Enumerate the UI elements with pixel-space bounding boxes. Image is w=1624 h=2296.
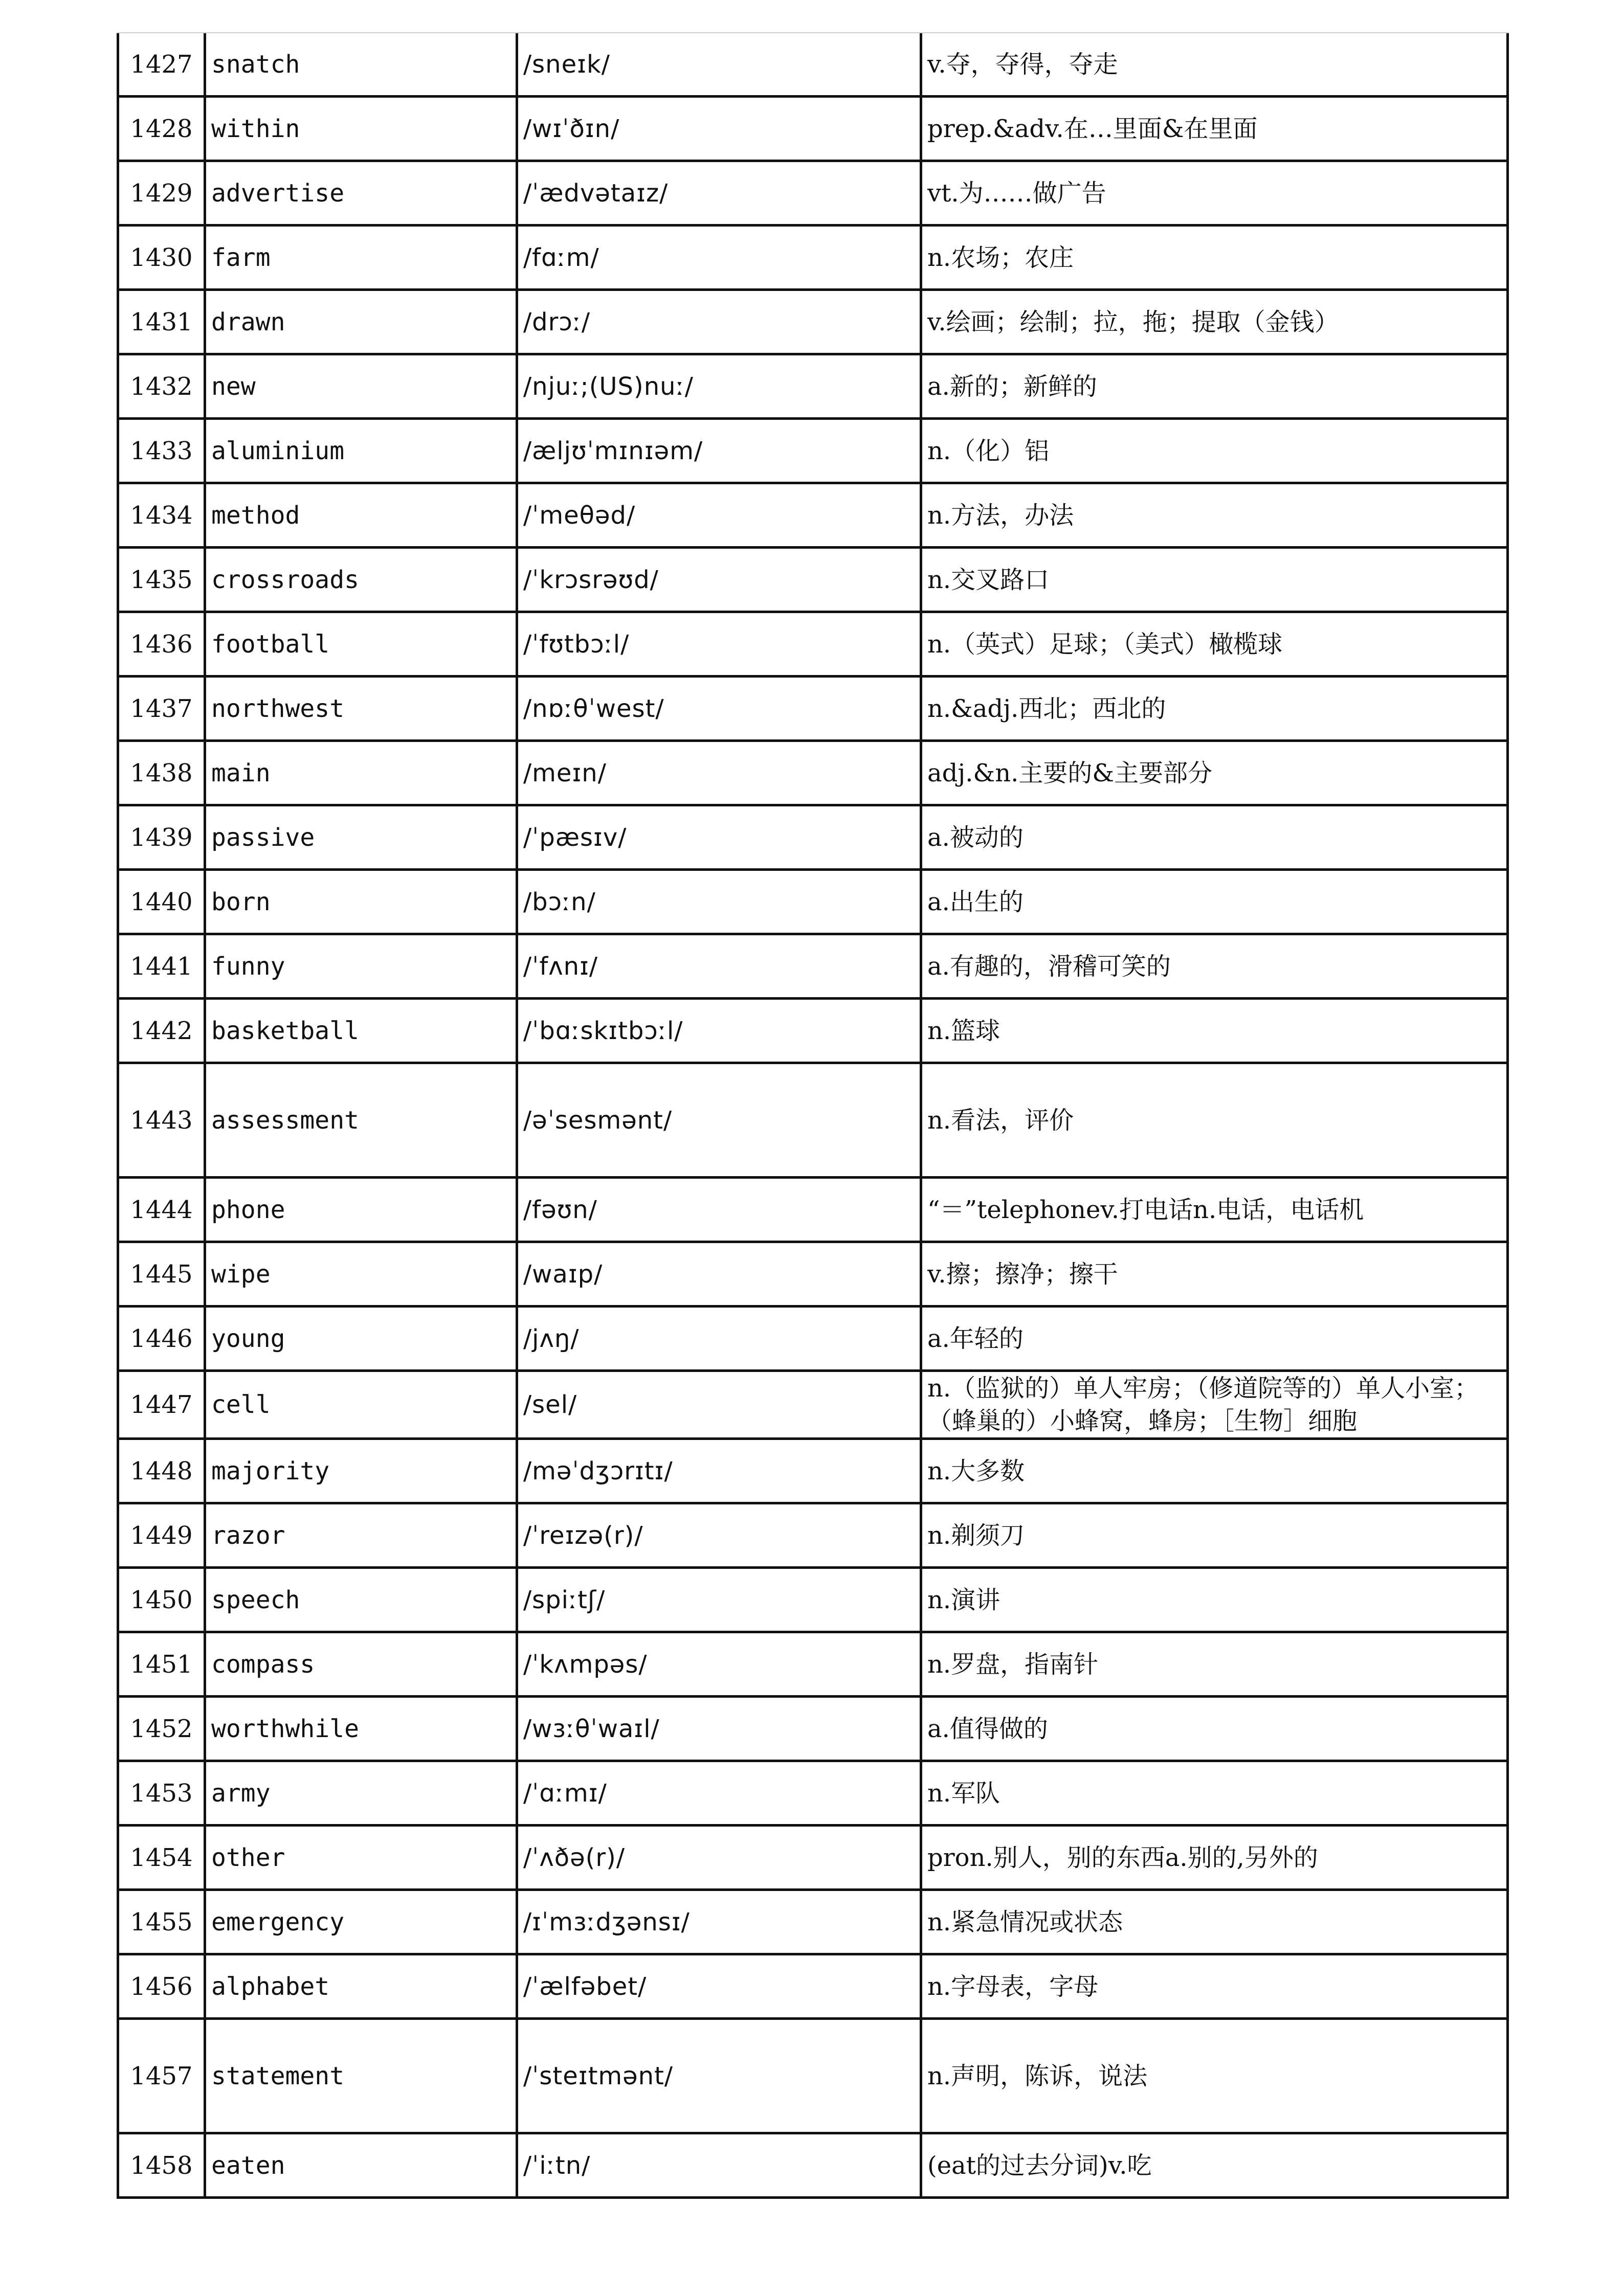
entry-word: emergency <box>205 1890 517 1954</box>
entry-number: 1445 <box>118 1242 205 1307</box>
entry-word: new <box>205 354 517 419</box>
entry-definition: a.出生的 <box>921 870 1508 934</box>
entry-number: 1458 <box>118 2133 205 2198</box>
table-row <box>118 33 1508 97</box>
entry-phonetic: /ˈmeθəd/ <box>517 483 921 548</box>
entry-phonetic: /sel/ <box>517 1371 921 1439</box>
entry-definition: n.交叉路口 <box>921 548 1508 612</box>
entry-number: 1440 <box>118 870 205 934</box>
entry-definition: n.紧急情况或状态 <box>921 1890 1508 1954</box>
entry-definition: “＝”telephonev.打电话n.电话，电话机 <box>921 1178 1508 1242</box>
entry-number: 1444 <box>118 1178 205 1242</box>
table-row <box>118 1371 1508 1439</box>
entry-number: 1434 <box>118 483 205 548</box>
entry-word: wipe <box>205 1242 517 1307</box>
entry-definition: a.年轻的 <box>921 1307 1508 1371</box>
entry-definition: n.&adj.西北；西北的 <box>921 677 1508 741</box>
entry-phonetic: /ˈpæsɪv/ <box>517 805 921 870</box>
entry-phonetic: /ˈiːtn/ <box>517 2133 921 2198</box>
entry-number: 1455 <box>118 1890 205 1954</box>
table-row <box>118 1954 1508 2019</box>
entry-word: assessment <box>205 1063 517 1178</box>
entry-word: majority <box>205 1439 517 1503</box>
entry-number: 1454 <box>118 1826 205 1890</box>
entry-definition: n.农场；农庄 <box>921 226 1508 290</box>
table-row <box>118 1439 1508 1503</box>
entry-definition: n.（化）铝 <box>921 419 1508 483</box>
table-row <box>118 1761 1508 1826</box>
entry-word: compass <box>205 1632 517 1697</box>
entry-phonetic: /sneɪk/ <box>517 33 921 97</box>
entry-phonetic: /drɔː/ <box>517 290 921 354</box>
vocabulary-table-body <box>118 33 1508 2198</box>
table-row <box>118 805 1508 870</box>
entry-word: passive <box>205 805 517 870</box>
table-row <box>118 1697 1508 1761</box>
table-row <box>118 354 1508 419</box>
entry-definition: n.演讲 <box>921 1568 1508 1632</box>
entry-phonetic: /məˈdʒɔrɪtɪ/ <box>517 1439 921 1503</box>
entry-definition: a.新的；新鲜的 <box>921 354 1508 419</box>
table-row <box>118 1826 1508 1890</box>
table-row <box>118 677 1508 741</box>
entry-definition: n.看法，评价 <box>921 1063 1508 1178</box>
entry-phonetic: /jʌŋ/ <box>517 1307 921 1371</box>
table-row <box>118 161 1508 226</box>
entry-word: speech <box>205 1568 517 1632</box>
entry-definition: n.字母表，字母 <box>921 1954 1508 2019</box>
entry-phonetic: /ˈfʌnɪ/ <box>517 934 921 999</box>
entry-definition: n.（英式）足球；（美式）橄榄球 <box>921 612 1508 677</box>
table-row <box>118 1503 1508 1568</box>
entry-number: 1432 <box>118 354 205 419</box>
entry-phonetic: /æljʊˈmɪnɪəm/ <box>517 419 921 483</box>
entry-phonetic: /fɑːm/ <box>517 226 921 290</box>
table-row <box>118 1242 1508 1307</box>
entry-word: razor <box>205 1503 517 1568</box>
entry-phonetic: /ˈbɑːskɪtbɔːl/ <box>517 999 921 1063</box>
table-row <box>118 612 1508 677</box>
entry-phonetic: /wɪˈðɪn/ <box>517 97 921 161</box>
entry-definition: v.绘画；绘制；拉，拖；提取（金钱） <box>921 290 1508 354</box>
entry-number: 1449 <box>118 1503 205 1568</box>
entry-phonetic: /ˈɑːmɪ/ <box>517 1761 921 1826</box>
entry-word: cell <box>205 1371 517 1439</box>
entry-phonetic: /waɪp/ <box>517 1242 921 1307</box>
entry-word: eaten <box>205 2133 517 2198</box>
entry-phonetic: /ˈædvətaɪz/ <box>517 161 921 226</box>
table-row <box>118 1568 1508 1632</box>
vocabulary-table <box>117 33 1509 2199</box>
entry-definition: n.军队 <box>921 1761 1508 1826</box>
entry-word: statement <box>205 2019 517 2133</box>
entry-phonetic: /wɜːθˈwaɪl/ <box>517 1697 921 1761</box>
entry-definition: n.声明，陈诉，说法 <box>921 2019 1508 2133</box>
table-row <box>118 2019 1508 2133</box>
entry-word: young <box>205 1307 517 1371</box>
entry-phonetic: /ɪˈmɜːdʒənsɪ/ <box>517 1890 921 1954</box>
entry-word: method <box>205 483 517 548</box>
vocabulary-sheet <box>117 32 1509 2199</box>
entry-phonetic: /bɔːn/ <box>517 870 921 934</box>
entry-number: 1438 <box>118 741 205 805</box>
entry-word: funny <box>205 934 517 999</box>
table-row <box>118 934 1508 999</box>
entry-phonetic: /meɪn/ <box>517 741 921 805</box>
table-row <box>118 741 1508 805</box>
entry-definition: a.被动的 <box>921 805 1508 870</box>
entry-number: 1442 <box>118 999 205 1063</box>
entry-number: 1451 <box>118 1632 205 1697</box>
entry-number: 1452 <box>118 1697 205 1761</box>
entry-definition: a.有趣的，滑稽可笑的 <box>921 934 1508 999</box>
entry-phonetic: /ˈsteɪtmənt/ <box>517 2019 921 2133</box>
table-row <box>118 1063 1508 1178</box>
entry-word: phone <box>205 1178 517 1242</box>
entry-number: 1437 <box>118 677 205 741</box>
entry-number: 1429 <box>118 161 205 226</box>
entry-number: 1456 <box>118 1954 205 2019</box>
table-row <box>118 97 1508 161</box>
table-row <box>118 999 1508 1063</box>
table-row <box>118 419 1508 483</box>
entry-number: 1431 <box>118 290 205 354</box>
table-row <box>118 2133 1508 2198</box>
table-row <box>118 290 1508 354</box>
entry-definition: n.篮球 <box>921 999 1508 1063</box>
entry-number: 1436 <box>118 612 205 677</box>
entry-number: 1439 <box>118 805 205 870</box>
entry-number: 1430 <box>118 226 205 290</box>
entry-word: alphabet <box>205 1954 517 2019</box>
entry-definition: v.擦；擦净；擦干 <box>921 1242 1508 1307</box>
entry-word: basketball <box>205 999 517 1063</box>
entry-word: army <box>205 1761 517 1826</box>
entry-word: main <box>205 741 517 805</box>
entry-word: snatch <box>205 33 517 97</box>
entry-word: aluminium <box>205 419 517 483</box>
table-row <box>118 548 1508 612</box>
entry-number: 1435 <box>118 548 205 612</box>
entry-number: 1428 <box>118 97 205 161</box>
entry-phonetic: /əˈsesmənt/ <box>517 1063 921 1178</box>
entry-definition: n.（监狱的）单人牢房；（修道院等的）单人小室；（蜂巢的）小蜂窝，蜂房；［生物］细胞 <box>921 1371 1508 1439</box>
entry-phonetic: /ˈælfəbet/ <box>517 1954 921 2019</box>
entry-word: crossroads <box>205 548 517 612</box>
entry-number: 1433 <box>118 419 205 483</box>
entry-phonetic: /fəʊn/ <box>517 1178 921 1242</box>
table-row <box>118 226 1508 290</box>
entry-word: football <box>205 612 517 677</box>
entry-definition: n.大多数 <box>921 1439 1508 1503</box>
entry-number: 1448 <box>118 1439 205 1503</box>
table-row <box>118 1890 1508 1954</box>
entry-word: drawn <box>205 290 517 354</box>
entry-definition: n.罗盘，指南针 <box>921 1632 1508 1697</box>
entry-definition: prep.&adv.在…里面&在里面 <box>921 97 1508 161</box>
entry-word: worthwhile <box>205 1697 517 1761</box>
entry-word: other <box>205 1826 517 1890</box>
entry-word: advertise <box>205 161 517 226</box>
entry-definition: v.夺，夺得，夺走 <box>921 33 1508 97</box>
entry-word: within <box>205 97 517 161</box>
entry-word: northwest <box>205 677 517 741</box>
table-row <box>118 483 1508 548</box>
entry-definition: a.值得做的 <box>921 1697 1508 1761</box>
entry-definition: (eat的过去分词)v.吃 <box>921 2133 1508 2198</box>
entry-number: 1427 <box>118 33 205 97</box>
entry-phonetic: /njuː;(US)nuː/ <box>517 354 921 419</box>
entry-number: 1447 <box>118 1371 205 1439</box>
table-row <box>118 870 1508 934</box>
entry-phonetic: /ˈʌðə(r)/ <box>517 1826 921 1890</box>
entry-definition: vt.为……做广告 <box>921 161 1508 226</box>
entry-definition: n.方法，办法 <box>921 483 1508 548</box>
entry-phonetic: /spiːtʃ/ <box>517 1568 921 1632</box>
entry-number: 1450 <box>118 1568 205 1632</box>
entry-phonetic: /ˈreɪzə(r)/ <box>517 1503 921 1568</box>
entry-phonetic: /nɒːθˈwest/ <box>517 677 921 741</box>
entry-number: 1446 <box>118 1307 205 1371</box>
entry-number: 1441 <box>118 934 205 999</box>
entry-definition: n.剃须刀 <box>921 1503 1508 1568</box>
table-row <box>118 1307 1508 1371</box>
table-row <box>118 1178 1508 1242</box>
entry-definition: pron.别人，别的东西a.别的,另外的 <box>921 1826 1508 1890</box>
entry-word: born <box>205 870 517 934</box>
entry-word: farm <box>205 226 517 290</box>
entry-phonetic: /ˈkʌmpəs/ <box>517 1632 921 1697</box>
entry-definition: adj.&n.主要的&主要部分 <box>921 741 1508 805</box>
entry-number: 1443 <box>118 1063 205 1178</box>
entry-number: 1457 <box>118 2019 205 2133</box>
entry-number: 1453 <box>118 1761 205 1826</box>
entry-phonetic: /ˈfʊtbɔːl/ <box>517 612 921 677</box>
entry-phonetic: /ˈkrɔsrəʊd/ <box>517 548 921 612</box>
table-row <box>118 1632 1508 1697</box>
